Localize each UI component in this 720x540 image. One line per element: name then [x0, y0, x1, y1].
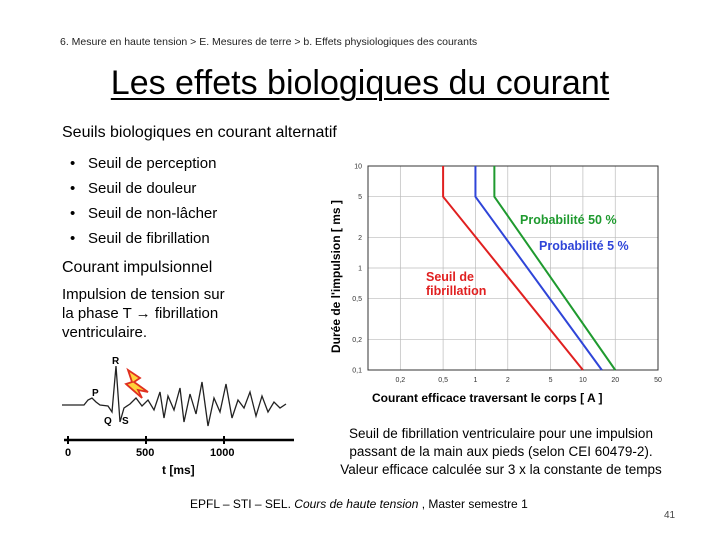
chart-annotation-50: Probabilité 50 % [520, 213, 617, 227]
ecg-tick-label: 0 [65, 447, 72, 459]
list-item: • Seuil de douleur [70, 176, 217, 201]
caption-line3: Valeur efficace calculée sur 3 x la constante de temps [340, 462, 662, 477]
chart-x-tick-label: 20 [611, 377, 620, 384]
chart-y-tick-label: 2 [358, 234, 362, 242]
chart-x-axis-label: Courant efficace traversant le corps [ A ] [372, 391, 603, 405]
chart-x-tick-label: 50 [654, 377, 662, 384]
chart-y-axis-label: Durée de l'impulsion [ ms ] [329, 200, 343, 353]
caption-line2: passant de la main aux pieds (selon CEI 60479-2). [349, 444, 653, 459]
chart-annotation-fibrillation-line1: Seuil de [426, 270, 474, 284]
list-item: • Seuil de non-lâcher [70, 201, 217, 226]
chart-x-tick-label: 0,5 [438, 377, 448, 384]
ecg-label-r: R [112, 356, 120, 367]
chart-y-tick-label: 1 [358, 265, 362, 273]
section-heading-ac: Seuils biologiques en courant alternatif [62, 124, 337, 141]
chart-x-tick-label: 1 [473, 377, 478, 384]
ecg-tick-label: 1000 [210, 447, 235, 459]
page-number: 41 [664, 510, 676, 521]
chart-annotation-fibrillation-line2: fibrillation [426, 284, 487, 298]
ecg-label-p: P [92, 388, 99, 399]
page-title: Les effets biologiques du courant [110, 64, 610, 102]
impulse-text-line1: Impulsion de tension sur [62, 286, 225, 303]
impulse-description [62, 285, 322, 342]
chart-grid [368, 166, 658, 370]
list-item: • Seuil de fibrillation [70, 226, 217, 251]
threshold-list [70, 151, 217, 251]
arrow-icon: → [135, 305, 151, 322]
impulse-text-line3: ventriculaire. [62, 324, 148, 341]
lightning-icon [126, 370, 148, 398]
chart-x-tick-label: 2 [505, 377, 510, 384]
ecg-label-q: Q [104, 416, 112, 427]
chart-y-tick-label: 0,2 [352, 336, 362, 344]
footer-suffix: , Master semestre 1 [418, 497, 528, 511]
chart-x-tick-label: 0,2 [395, 377, 406, 384]
ecg-tick-label: 500 [136, 447, 155, 459]
footer [190, 497, 528, 511]
ecg-label-s: S [122, 416, 129, 427]
chart-y-tick-label: 0,1 [352, 367, 362, 375]
fibrillation-chart [322, 154, 682, 412]
chart-y-tick-label: 5 [358, 194, 362, 202]
footer-prefix: EPFL – STI – SEL. [190, 497, 295, 511]
chart-y-tick-label: 10 [354, 163, 362, 171]
chart-x-tick-label: 10 [578, 377, 587, 384]
chart-x-tick-label: 5 [548, 377, 553, 384]
caption-line1: Seuil de fibrillation ventriculaire pour une impulsion [349, 426, 653, 441]
section-heading-impulse: Courant impulsionnel [62, 259, 213, 276]
breadcrumb: 6. Mesure en haute tension > E. Mesures de terre > b. Effets physiologiques des courants [60, 36, 478, 48]
ecg-figure [58, 352, 320, 482]
ecg-axis-label: t [ms] [162, 463, 195, 477]
impulse-text-line2b: fibrillation [154, 305, 219, 322]
chart-y-tick-label: 0,5 [352, 296, 362, 304]
chart-caption [318, 425, 684, 479]
list-item: • Seuil de perception [70, 151, 217, 176]
footer-course: Cours de haute tension [294, 497, 419, 511]
impulse-text-line2a: la phase T [62, 305, 132, 322]
chart-annotation-5: Probabilité 5 % [539, 239, 629, 253]
